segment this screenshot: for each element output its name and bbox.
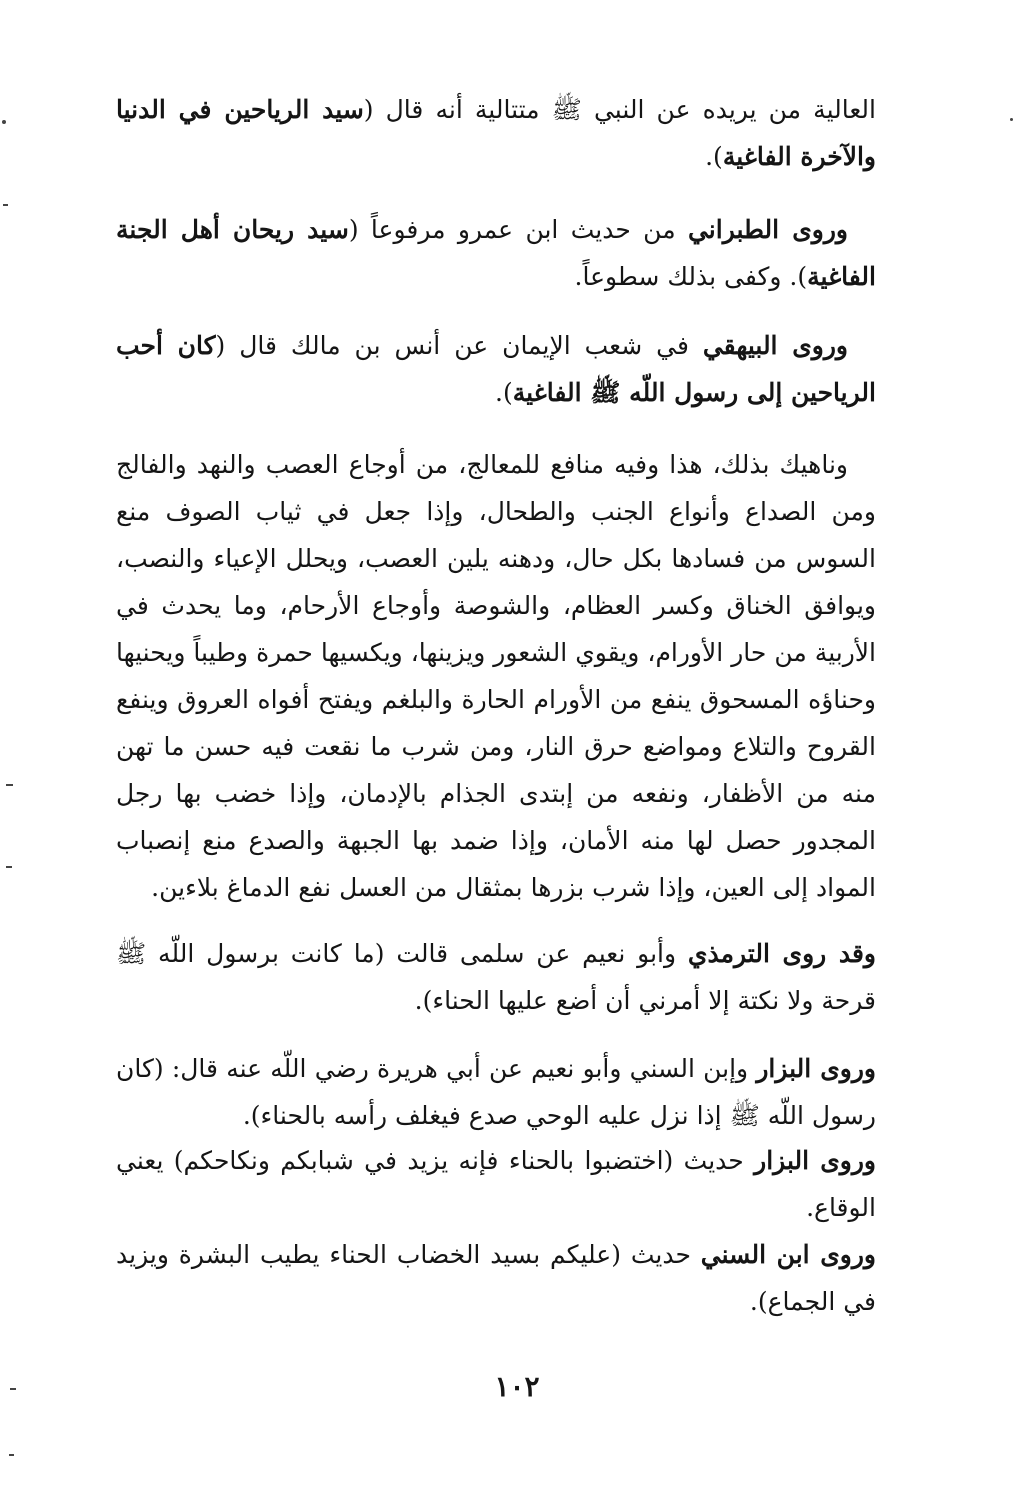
text-run: من حديث ابن عمرو مرفوعاً ( [348,215,688,244]
bold-narrator: وروى ابن السني [700,1240,877,1269]
scan-speck [3,204,8,206]
paragraph-benefits [116,441,876,911]
text-run: العالية من يريده عن النبي ﷺ متتالية أنه قال ( [363,95,876,124]
paragraph-tirmidhi [116,930,876,1024]
scan-speck [1010,118,1013,121]
paragraph-fagiya-hadith [116,86,876,180]
bold-narrator: وروى البيهقي [702,331,848,360]
text-run: وإبن السني وأبو نعيم عن أبي هريرة رضي اللّه عنه قال: (كان رسول اللّه ﷺ إذا نزل عليه الوحي صدع فيغلف رأسه بالحناء). [116,1054,876,1130]
bold-narrator: وقد روى الترمذي [687,939,877,968]
scan-speck [10,1388,16,1390]
text-run: وأبو نعيم عن سلمى قالت (ما كانت برسول اللّه ﷺ قرحة ولا نكتة إلا أمرني أن أضع عليها الحناء). [116,939,876,1015]
bold-quote: سيد ريحان أهل الجنة الفاغية [116,215,876,291]
text-run: حديث (عليكم بسيد الخضاب الحناء يطيب البشرة ويزيد في الجماع). [116,1240,876,1316]
paragraph-ibn-sunni [116,1231,876,1325]
bold-narrator: وروى البزار [756,1054,876,1083]
benefits-text: وناهيك بذلك، هذا وفيه منافع للمعالج، من أوجاع العصب والنهد والفالج ومن الصداع وأنواع الجنب والطحال، وإذا جعل في ثياب الصوف منع السوس من فسادها بكل حال، ودهنه يلين العصب، ويحلل الإعياء والنصب، ويوافق الخناق وكسر العظام، والشوصة وأوجاع الأرحام، وما يحدث في الأربية من حار الأورام، ويقوي الشعور ويزينها، ويكسيها حمرة وطيباً ويحنيها وحناؤه المسحوق ينفع من الأورام الحارة والبلغم ويفتح أفواه العروق وينفع القروح والتلاع ومواضع حرق النار، ومن شرب ما نقعت فيه حسن ما تهن منه من الأظفار، ونفعه من إبتدى الجذام بالإدمان، وإذا خضب بها رجل المجدور حصل لها منه الأمان، وإذا ضمد بها الجبهة والصدع منع إنصباب المواد إلى العين، وإذا شرب بزرها بمثقال من العسل نفع الدماغ بلاءين. [116,450,876,902]
bold-narrator: وروى الطبراني [687,215,848,244]
scan-speck [2,120,6,124]
text-run: ). [705,142,723,171]
text-run: في شعب الإيمان عن أنس بن مالك قال ( [215,331,703,360]
paragraph-bazzar-2 [116,1137,876,1231]
bold-narrator: وروى البزار [754,1146,876,1175]
bold-quote: سيد الرياحين في الدنيا والآخرة الفاغية [116,95,876,171]
text-run: ). [495,378,513,407]
text-run: ). وكفى بذلك سطوعاً. [574,262,808,291]
paragraph-bazzar-1 [116,1045,876,1139]
scan-speck [9,1454,14,1456]
paragraph-tabarani [116,206,876,300]
scan-speck [6,784,13,786]
text-run: حديث (اختضبوا بالحناء فإنه يزيد في شبابكم ونكاحكم) يعني الوقاع. [116,1146,876,1222]
bold-quote: كان أحب الرياحين إلى رسول اللّه ﷺ الفاغية [116,331,876,407]
scan-speck [6,866,12,868]
page-number: ١٠٢ [494,1370,540,1403]
paragraph-bayhaqi [116,322,876,416]
